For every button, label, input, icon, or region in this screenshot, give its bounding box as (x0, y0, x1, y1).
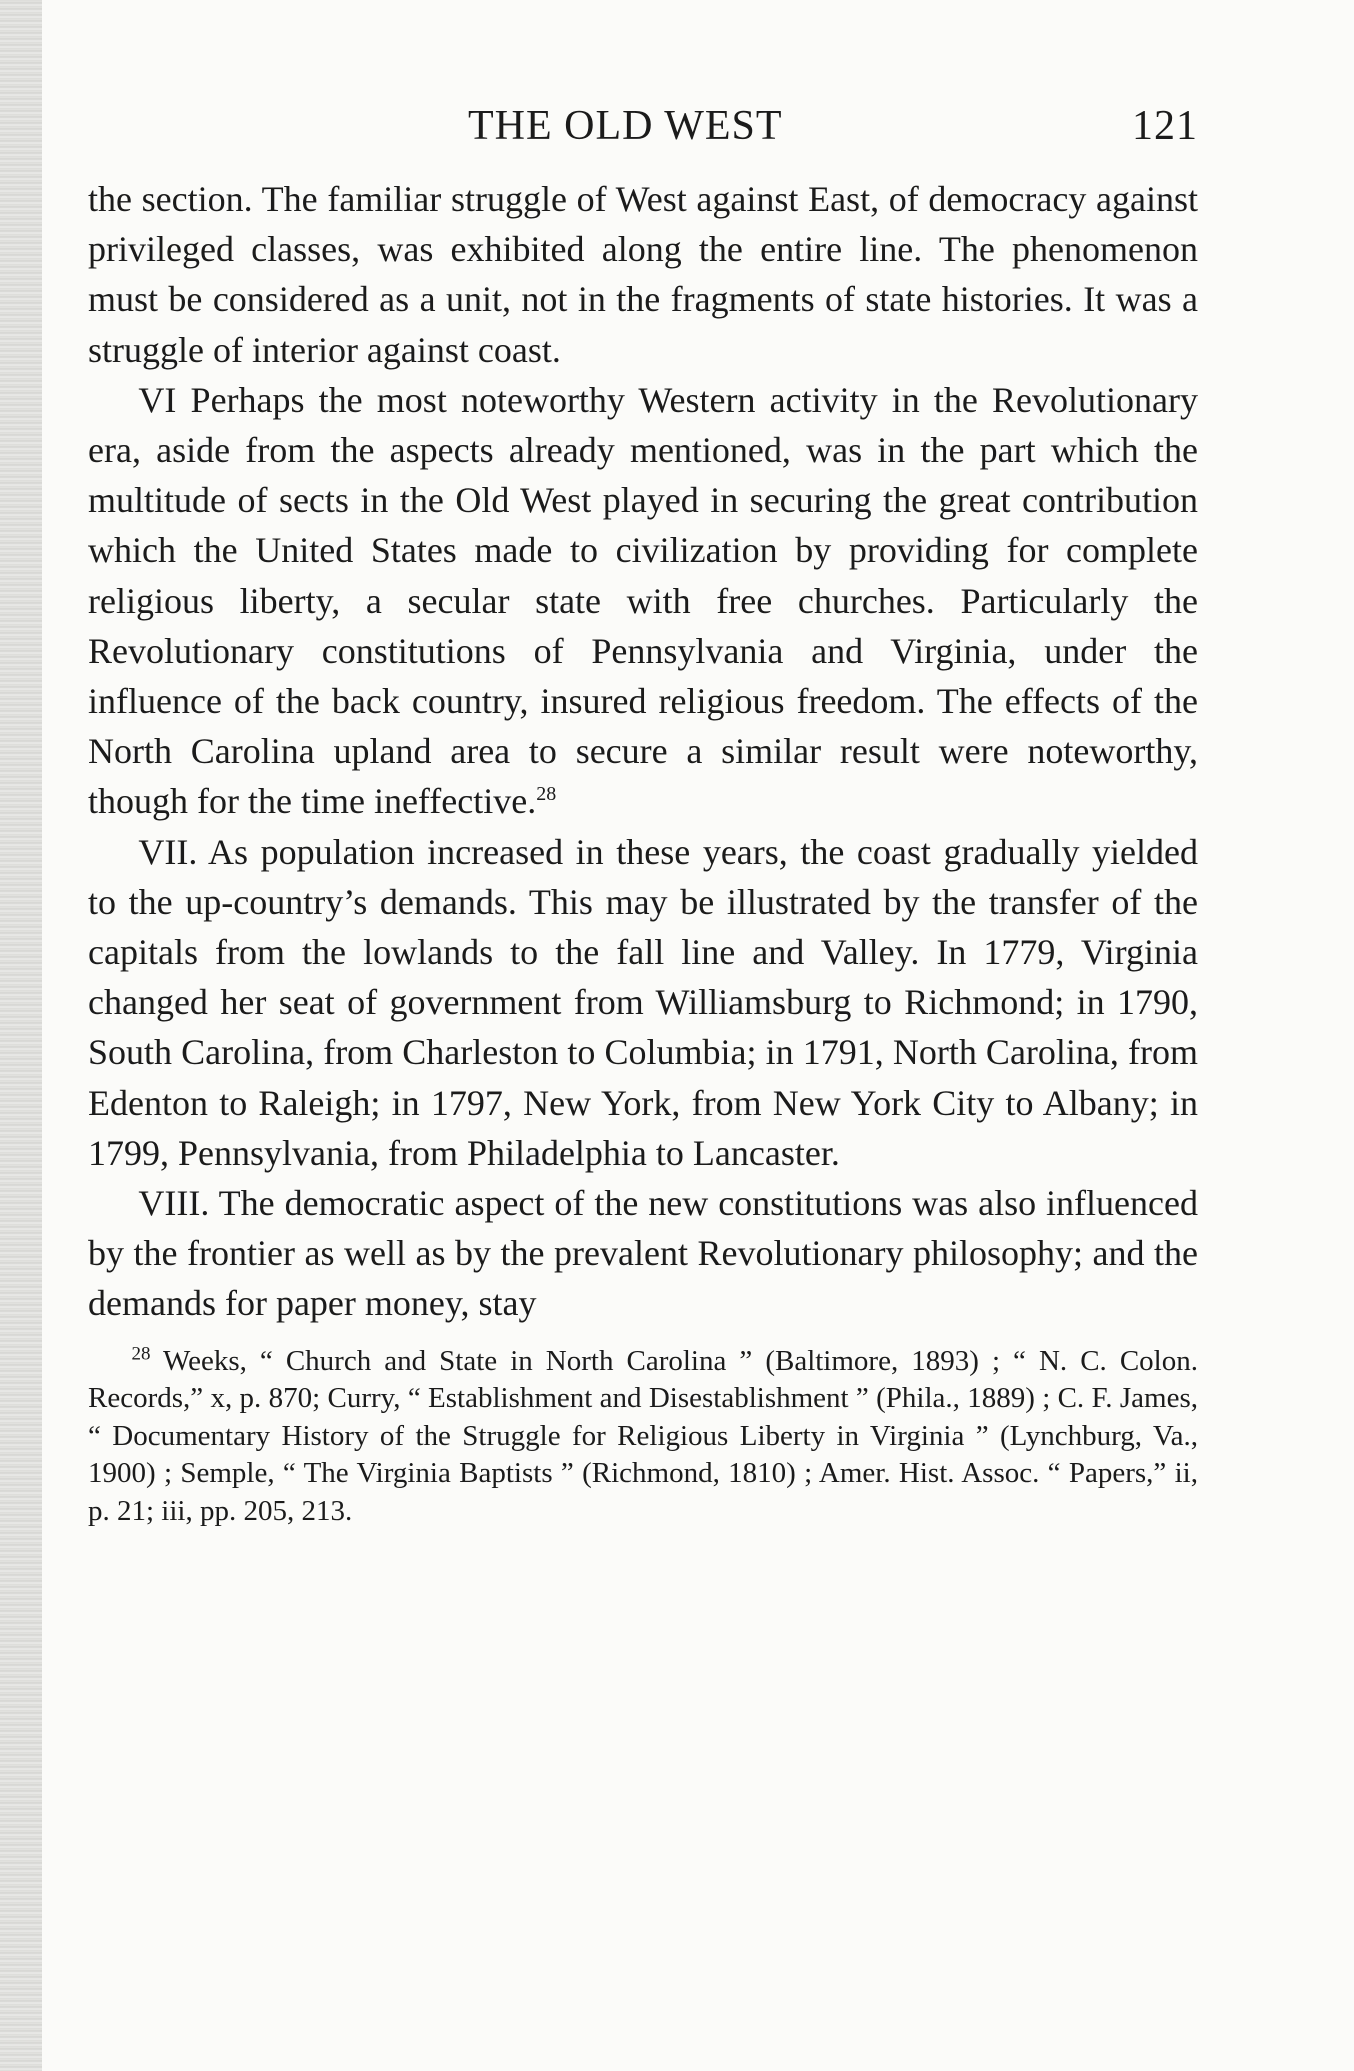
paragraph-text: The democratic aspect of the new constitutions was also influenced by the frontier as well as by the prevalent Revolutionary philosophy; and the demands for paper money, stay (88, 1183, 1198, 1324)
page-number: 121 (1132, 103, 1198, 149)
paragraph-text: As population increased in these years, the coast gradually yielded to the up-country’s demands. This may be illustrated by the transfer of the capitals from the lowlands to the fall line and Valley. In 1779, Virginia changed her seat of government from Williamsburg to Richmond; in 1790, South Carolina, from Charleston to Columbia; in 1791, North Carolina, from Edenton to Raleigh; in 1797, New York, from New York City to Albany; in 1799, Pennsylvania, from Philadelphia to Lancaster. (88, 831, 1198, 1173)
footnotes (88, 1343, 1198, 1531)
body-text (88, 174, 1198, 1329)
footnote-text: Weeks, “ Church and State in North Carolina ” (Baltimore, 1893) ; “ N. C. Colon. Records,” x, p. 870; Curry, “ Establishment and Disestablishment ” (Phila., 1889) ; C. F. James, “ Documentary History of the Struggle for Religious Liberty in Virginia ” (Lynchburg, Va., 1900) ; Semple, “ The Virginia Baptists ” (Richmond, 1810) ; Amer. Hist. Assoc. “ Papers,” ii, p. 21; iii, pp. 205, 213. (88, 1344, 1198, 1527)
footnote-reference: 28 (536, 783, 557, 806)
running-title: THE OLD WEST (468, 103, 783, 149)
paragraph-vii (88, 827, 1198, 1178)
paragraph-text: Perhaps the most noteworthy Western activity in the Revolutionary era, aside from the aspects already mentioned, was in the part which the multitude of sects in the Old West played in securing the great contribution which the United States made to civilization by providing for complete religious liberty, a secular state with free churches. Particularly the Revolutionary constitutions of Pennsylvania and Virginia, under the influence of the back country, insured religious freedom. The effects of the North Carolina upland area to secure a similar result were noteworthy, though for the time ineffective. (88, 379, 1198, 822)
paragraph-vi (88, 375, 1198, 827)
paragraph-text: the section. The familiar struggle of West against East, of democracy against privileged classes, was exhibited along the entire line. The phenomenon must be considered as a unit, not in the fragments of state histories. It was a struggle of interior against coast. (88, 179, 1198, 370)
section-marker: VI (138, 379, 177, 420)
scan-edge (0, 0, 42, 2071)
paragraph-viii (88, 1178, 1198, 1329)
section-marker: VIII. (138, 1183, 210, 1224)
section-marker: VII. (138, 831, 198, 872)
paragraph-continued (88, 174, 1198, 375)
footnote (88, 1343, 1198, 1531)
running-head (88, 96, 1198, 156)
footnote-number: 28 (131, 1343, 151, 1365)
book-page (88, 96, 1198, 1530)
